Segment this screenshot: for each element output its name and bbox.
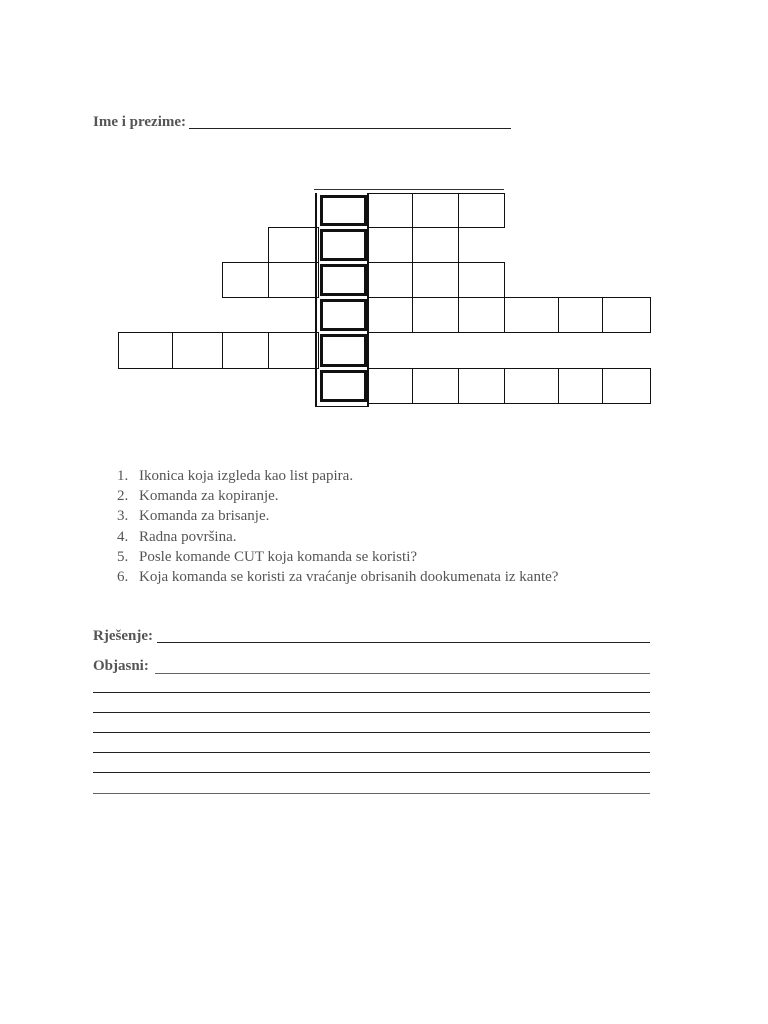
clue-item: 3. Komanda za brisanje. [117, 506, 558, 526]
clue-item: 2. Komanda za kopiranje. [117, 486, 558, 506]
explanation-line[interactable] [93, 793, 650, 794]
name-label: Ime i prezime: [93, 114, 187, 130]
solution-line[interactable] [157, 642, 650, 643]
crossword-cell[interactable] [504, 297, 559, 333]
crossword-cell[interactable] [558, 368, 603, 404]
crossword-key-cell[interactable] [320, 370, 367, 402]
crossword-cell[interactable] [368, 262, 413, 298]
crossword-cell[interactable] [368, 368, 413, 404]
crossword-cell[interactable] [268, 262, 319, 298]
clue-text: Posle komande CUT koja komanda se koristi? [139, 548, 418, 565]
explanation-line[interactable] [93, 712, 650, 713]
crossword-cell[interactable] [172, 332, 223, 369]
clue-text: Komanda za kopiranje. [139, 488, 279, 505]
crossword-cell[interactable] [368, 297, 413, 333]
explanation-line[interactable] [155, 673, 650, 674]
crossword-key-cell[interactable] [320, 334, 367, 367]
crossword-key-cell[interactable] [320, 299, 367, 331]
crossword-cell[interactable] [412, 227, 459, 263]
key-column-border [315, 193, 317, 407]
crossword-cell[interactable] [458, 193, 505, 228]
clue-item: 4. Radna površina. [117, 527, 558, 547]
name-line[interactable] [189, 128, 511, 129]
explanation-line[interactable] [93, 772, 650, 773]
clue-text: Ikonica koja izgleda kao list papira. [139, 468, 354, 484]
key-column-border [315, 406, 369, 407]
clue-item: 1. Ikonica koja izgleda kao list papira. [117, 466, 558, 486]
crossword-cell[interactable] [368, 193, 413, 228]
grid-top-rule [314, 189, 504, 190]
crossword-cell[interactable] [412, 193, 459, 228]
crossword-cell[interactable] [458, 368, 505, 404]
crossword-cell[interactable] [268, 227, 319, 263]
crossword-key-cell[interactable] [320, 195, 367, 226]
crossword-cell[interactable] [412, 368, 459, 404]
explanation-line[interactable] [93, 692, 650, 693]
clue-item: 5. Posle komande CUT koja komanda se koristi? [117, 547, 558, 567]
crossword-cell[interactable] [412, 262, 459, 298]
clue-text: Komanda za brisanje. [139, 508, 270, 525]
crossword-cell[interactable] [458, 262, 505, 298]
explanation-line[interactable] [93, 752, 650, 753]
crossword-key-cell[interactable] [320, 264, 367, 296]
crossword-cell[interactable] [602, 297, 651, 333]
crossword-cell[interactable] [118, 332, 173, 369]
crossword-cell[interactable] [222, 332, 269, 369]
crossword-cell[interactable] [412, 297, 459, 333]
crossword-cell[interactable] [458, 297, 505, 333]
clue-text: Radna površina. [139, 528, 237, 545]
crossword-cell[interactable] [602, 368, 651, 404]
crossword-key-cell[interactable] [320, 229, 367, 261]
key-column-border [367, 193, 369, 407]
explain-label: Objasni: [93, 658, 149, 674]
clue-item: 6. Koja komanda se koristi za vraćanje obrisanih dookumenata iz kante? [117, 567, 558, 587]
clue-list [117, 466, 558, 587]
crossword-cell[interactable] [504, 368, 559, 404]
explanation-line[interactable] [93, 732, 650, 733]
crossword-cell[interactable] [558, 297, 603, 333]
crossword-cell[interactable] [268, 332, 319, 369]
crossword-cell[interactable] [368, 227, 413, 263]
solution-label: Rješenje: [93, 628, 153, 644]
crossword-cell[interactable] [222, 262, 269, 298]
clue-text: Koja komanda se koristi za vraćanje obrisanih dookumenata iz kante? [139, 569, 559, 586]
